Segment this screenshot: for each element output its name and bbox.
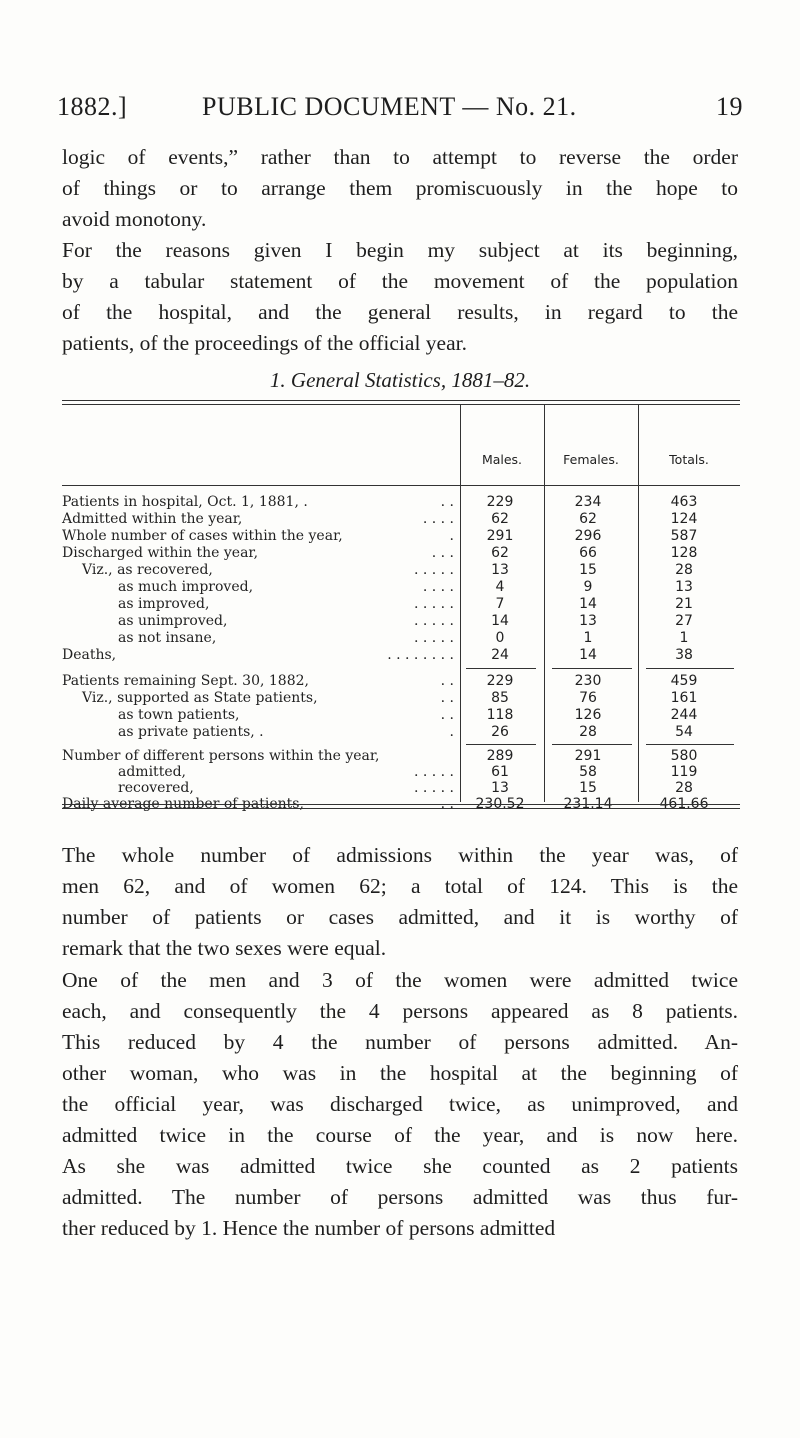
text-line: ther reduced by 1. Hence the number of persons admitted [62, 1216, 556, 1240]
paragraph-4 [62, 965, 738, 1244]
general-statistics-table [62, 400, 740, 810]
intro-paragraph [62, 142, 738, 235]
cell-females: 234 [574, 494, 602, 510]
cell-males: 24 [491, 647, 509, 663]
row-label: Whole number of cases within the year, [62, 528, 343, 544]
text-line: avoid monotony. [62, 207, 207, 231]
cell-males: 229 [486, 494, 514, 510]
row-label: Daily average number of patients, [62, 796, 304, 812]
row-label: Number of different persons within the year, [62, 748, 380, 764]
cell-males: 289 [486, 748, 514, 764]
text-line: number of patients or cases admitted, and it is worthy of [62, 905, 738, 929]
section-rule [646, 668, 734, 669]
row-label: as much improved, [118, 579, 254, 595]
cell-females: 1 [583, 630, 593, 646]
text-line: by a tabular statement of the movement of the population [62, 269, 738, 293]
row-label: Viz., as recovered, [82, 562, 213, 578]
row-leader-dots: . . [440, 707, 454, 723]
col-header-females: Females. [563, 452, 619, 467]
row-label: as not insane, [118, 630, 217, 646]
row-leader-dots: . . . . . [413, 780, 454, 796]
cell-females: 14 [579, 596, 597, 612]
cell-totals: 161 [670, 690, 698, 706]
cell-males: 7 [495, 596, 505, 612]
cell-totals: 244 [670, 707, 698, 723]
cell-females: 15 [579, 780, 597, 796]
row-leader-dots: . . . . . [413, 613, 454, 629]
row-leader-dots: . . [440, 494, 454, 510]
cell-totals: 587 [670, 528, 698, 544]
text-line: of things or to arrange them promiscuously in the hope to [62, 176, 738, 200]
section-rule [552, 668, 632, 669]
cell-totals: 463 [670, 494, 698, 510]
row-label: Discharged within the year, [62, 545, 259, 561]
cell-males: 4 [495, 579, 505, 595]
row-label: Admitted within the year, [62, 511, 243, 527]
row-leader-dots: . . . . . [413, 596, 454, 612]
cell-males: 118 [486, 707, 514, 723]
page-header [57, 92, 743, 132]
cell-females: 13 [579, 613, 597, 629]
cell-totals: 119 [670, 764, 698, 780]
cell-females: 15 [579, 562, 597, 578]
cell-totals: 1 [679, 630, 689, 646]
section-rule [646, 744, 734, 745]
cell-males: 13 [491, 562, 509, 578]
table-bottom-rule-2 [62, 808, 740, 809]
table-caption: 1. General Statistics, 1881–82. [269, 368, 531, 392]
text-line: The whole number of admissions within the year was, of [62, 843, 738, 867]
table-row [62, 647, 740, 667]
cell-males: 230.52 [475, 796, 525, 812]
row-label: as private patients, . [118, 724, 264, 740]
text-line: men 62, and of women 62; a total of 124. This is the [62, 874, 738, 898]
row-leader-dots: . . . [431, 545, 454, 561]
cell-totals: 124 [670, 511, 698, 527]
text-line: logic of events,” rather than to attempt to reverse the order [62, 145, 738, 169]
text-line: patients, of the proceedings of the official year. [62, 331, 467, 355]
cell-females: 14 [579, 647, 597, 663]
col-header-males: Males. [481, 452, 523, 467]
row-label: as town patients, [118, 707, 240, 723]
row-leader-dots: . . [440, 673, 454, 689]
text-line: This reduced by 4 the number of persons admitted. An- [62, 1030, 738, 1054]
cell-males: 291 [486, 528, 514, 544]
cell-females: 58 [579, 764, 597, 780]
row-label: as improved, [118, 596, 210, 612]
cell-females: 62 [579, 511, 597, 527]
text-line: One of the men and 3 of the women were admitted twice [62, 968, 738, 992]
text-line: As she was admitted twice she counted as 2 patients [62, 1154, 738, 1178]
cell-totals: 21 [675, 596, 693, 612]
section-rule [552, 744, 632, 745]
cell-males: 85 [491, 690, 509, 706]
row-label: Deaths, [62, 647, 117, 663]
row-label: Patients remaining Sept. 30, 1882, [62, 673, 309, 689]
cell-totals: 38 [675, 647, 693, 663]
header-rule [62, 485, 740, 486]
header-year: 1882.] [57, 92, 128, 121]
section-rule [466, 744, 536, 745]
cell-males: 13 [491, 780, 509, 796]
cell-totals: 459 [670, 673, 698, 689]
row-leader-dots: . . . . . [413, 764, 454, 780]
text-line: For the reasons given I begin my subject at its beginning, [62, 238, 738, 262]
cell-totals: 28 [675, 562, 693, 578]
cell-totals: 580 [670, 748, 698, 764]
row-leader-dots: . . [440, 690, 454, 706]
text-line: admitted. The number of persons admitted was thus fur- [62, 1185, 738, 1209]
cell-males: 62 [491, 511, 509, 527]
cell-females: 291 [574, 748, 602, 764]
cell-totals: 128 [670, 545, 698, 561]
cell-females: 126 [574, 707, 602, 723]
row-leader-dots: . . . . [422, 579, 454, 595]
cell-females: 9 [583, 579, 593, 595]
cell-males: 61 [491, 764, 509, 780]
cell-totals: 54 [675, 724, 693, 740]
row-leader-dots: . . . . [422, 511, 454, 527]
cell-males: 14 [491, 613, 509, 629]
table-row [62, 724, 740, 744]
row-leader-dots: . . . . . [413, 630, 454, 646]
row-leader-dots: . . . . . [413, 562, 454, 578]
row-label: recovered, [118, 780, 194, 796]
text-line: remark that the two sexes were equal. [62, 936, 387, 960]
text-line: admitted twice in the course of the year, and is now here. [62, 1123, 738, 1147]
row-leader-dots: . [449, 528, 454, 544]
cell-females: 296 [574, 528, 602, 544]
header-title: PUBLIC DOCUMENT — No. 21. [202, 92, 577, 121]
cell-males: 0 [495, 630, 505, 646]
cell-males: 62 [491, 545, 509, 561]
page-number: 19 [716, 92, 743, 121]
text-line: other woman, who was in the hospital at the beginning of [62, 1061, 738, 1085]
cell-males: 26 [491, 724, 509, 740]
row-leader-dots: . . [440, 796, 454, 812]
col-header-totals: Totals. [669, 452, 709, 467]
cell-females: 76 [579, 690, 597, 706]
cell-totals: 27 [675, 613, 693, 629]
text-line: the official year, was discharged twice, as unimproved, and [62, 1092, 738, 1116]
cell-females: 230 [574, 673, 602, 689]
text-line: of the hospital, and the general results, in regard to the [62, 300, 738, 324]
table-row [62, 796, 740, 816]
cell-totals: 13 [675, 579, 693, 595]
row-label: as unimproved, [118, 613, 228, 629]
row-label: admitted, [118, 764, 187, 780]
row-label: Patients in hospital, Oct. 1, 1881, . [62, 494, 308, 510]
table-bottom-rule [62, 804, 740, 805]
row-leader-dots: . [449, 724, 454, 740]
row-leader-dots: . . . . . . . . [387, 647, 454, 663]
cell-totals: 28 [675, 780, 693, 796]
cell-totals: 461.66 [659, 796, 709, 812]
paragraph-3 [62, 840, 738, 964]
cell-females: 231.14 [563, 796, 613, 812]
text-line: each, and consequently the 4 persons appeared as 8 patients. [62, 999, 738, 1023]
cell-females: 66 [579, 545, 597, 561]
section-rule [466, 668, 536, 669]
paragraph-2 [62, 235, 738, 359]
cell-females: 28 [579, 724, 597, 740]
cell-males: 229 [486, 673, 514, 689]
table-top-rule [62, 400, 740, 401]
row-label: Viz., supported as State patients, [82, 690, 318, 706]
